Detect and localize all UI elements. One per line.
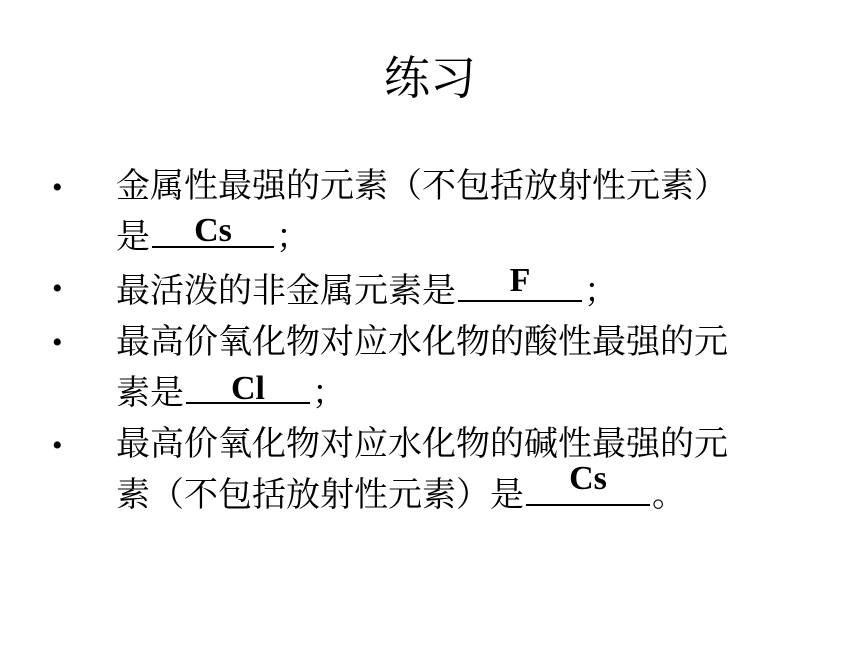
item-3-answer: Cl <box>231 370 265 407</box>
item-4-suffix: 。 <box>652 475 686 515</box>
item-3-blank <box>186 368 310 407</box>
bullet-1-dot: • <box>52 171 63 204</box>
item-1-blank <box>152 212 274 248</box>
item-4-line-2 <box>116 460 686 517</box>
item-3-line-2 <box>116 368 346 415</box>
item-2-line-1 <box>116 262 618 313</box>
item-2-answer: F <box>509 262 531 299</box>
item-3-line-1: 最高价氧化物对应水化物的酸性最强的元 <box>116 322 728 362</box>
bullet-3-dot: • <box>52 326 63 359</box>
slide-title: 练习 <box>384 51 476 105</box>
item-3-prefix: 素是 <box>116 373 184 413</box>
item-4-prefix: 素（不包括放射性元素）是 <box>116 475 524 515</box>
item-2-blank <box>458 262 582 302</box>
item-2-suffix: ； <box>584 271 618 311</box>
item-4-line-1: 最高价氧化物对应水化物的碱性最强的元 <box>116 424 728 464</box>
bullet-2-dot: • <box>52 272 63 305</box>
item-1-answer: Cs <box>194 212 232 249</box>
item-2-prefix: 最活泼的非金属元素是 <box>116 271 456 311</box>
item-1-suffix: ； <box>276 217 310 257</box>
item-4-blank <box>526 460 650 506</box>
item-1-prefix: 是 <box>116 217 150 257</box>
item-1-line-1: 金属性最强的元素（不包括放射性元素） <box>116 166 728 206</box>
item-4-answer: Cs <box>569 460 607 497</box>
item-3-suffix: ； <box>312 373 346 413</box>
item-1-line-2 <box>116 212 310 259</box>
bullet-4-dot: • <box>52 429 63 462</box>
